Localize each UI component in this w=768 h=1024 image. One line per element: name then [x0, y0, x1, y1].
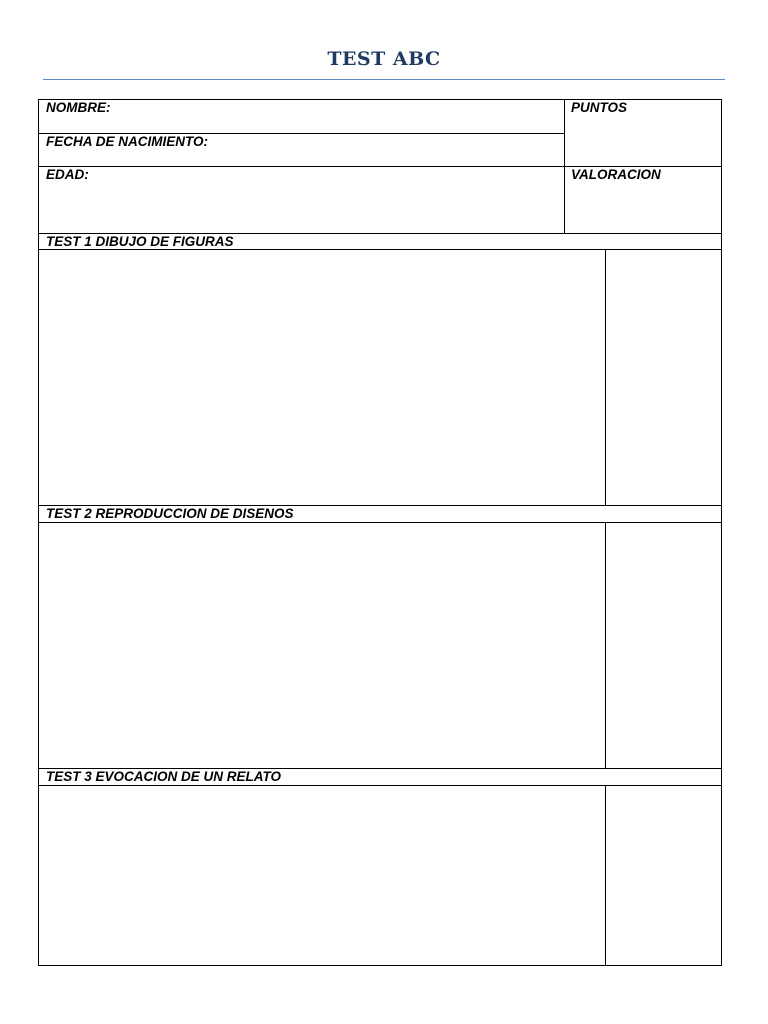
- section-2-score-divider: [605, 522, 606, 768]
- section-2-title: TEST 2 REPRODUCCION DE DISENOS: [46, 506, 294, 521]
- section-1-title: TEST 1 DIBUJO DE FIGURAS: [46, 234, 234, 249]
- fecha-nacimiento-label: FECHA DE NACIMIENTO:: [46, 134, 208, 149]
- section-3-title: TEST 3 EVOCACION DE UN RELATO: [46, 769, 282, 784]
- section-3-score-divider: [605, 785, 606, 966]
- title-divider: [43, 79, 725, 80]
- valoracion-label: VALORACION: [571, 167, 661, 182]
- form-table: [38, 99, 722, 966]
- edad-label: EDAD:: [46, 167, 89, 182]
- nombre-label: NOMBRE:: [46, 100, 111, 115]
- section-3-header-divider: [38, 785, 722, 786]
- puntos-label: PUNTOS: [571, 100, 628, 115]
- section-2-header-divider: [38, 522, 722, 523]
- document-title: TEST ABC: [327, 48, 441, 70]
- section-1-score-divider: [605, 249, 606, 505]
